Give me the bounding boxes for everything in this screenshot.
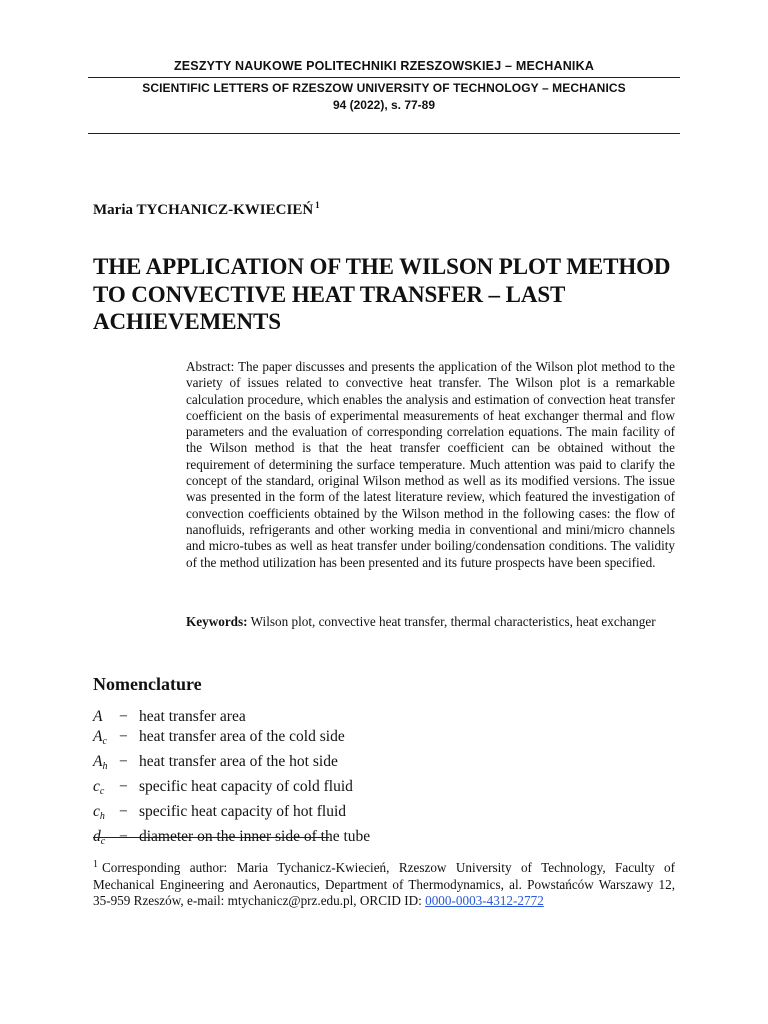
- symbol-base: c: [93, 803, 100, 820]
- symbol-subscript: c: [100, 836, 106, 847]
- author-line: [93, 200, 320, 219]
- nomenclature-heading: Nomenclature: [93, 674, 202, 694]
- symbol-base: c: [93, 778, 100, 795]
- paper-title: THE APPLICATION OF THE WILSON PLOT METHOD TO CONVECTIVE HEAT TRANSFER – LAST ACHIEVEMENTS: [93, 254, 671, 334]
- symbol-base: d: [93, 828, 101, 845]
- author-name: Maria TYCHANICZ-KWIECIEŃ: [93, 202, 314, 218]
- nomenclature-description: diameter on the inner side of the tube: [139, 828, 371, 845]
- journal-volume-pages: 94 (2022), s. 77-89: [332, 98, 436, 112]
- author-footnote-mark: 1: [315, 200, 320, 210]
- symbol-subscript: h: [102, 761, 108, 772]
- nomenclature-dash: −: [119, 803, 128, 820]
- nomenclature-dash: −: [119, 728, 128, 745]
- nomenclature-item: [93, 727, 593, 752]
- nomenclature-dash: −: [119, 753, 128, 770]
- nomenclature-item: [93, 707, 593, 727]
- abstract: Abstract: The paper discusses and presents the application of the Wilson plot method to the variety of issues related to convective heat transfer. The Wilson plot is a remarkable calculation procedure, which enables the analysis and estimation of convection heat transfer coefficient on the basis of experimental measurements of heat exchanger thermal and flow parameters and the evaluation of corresponding correlation equations. The main facility of the Wilson method is that the heat transfer coefficient can be obtained without the requirement of determining the surface temperature. Much attention was paid to clarify the concept of the standard, original Wilson method as well as its modified versions. The issue was presented in the form of the latest literature review, which featured the investigation of convection coefficients obtained by the Wilson method in the following cases: the flow of nanofluids, refrigerants and other working media in conventional and mini/micro channels and micro-tubes as well as heat transfer under boiling/condensation conditions. The validity of the method utilization has been presented and its future prospects have been specified.: [186, 359, 675, 570]
- header-rule-top: [88, 77, 680, 78]
- nomenclature-symbol: [93, 827, 119, 852]
- footnote-mark: 1: [93, 859, 98, 870]
- nomenclature-symbol: [93, 727, 119, 752]
- journal-name-polish: ZESZYTY NAUKOWE POLITECHNIKI RZESZOWSKIEJ – MECHANIKA: [173, 59, 595, 73]
- nomenclature-symbol: [93, 802, 119, 827]
- journal-name-english: SCIENTIFIC LETTERS OF RZESZOW UNIVERSITY OF TECHNOLOGY – MECHANICS: [142, 81, 626, 95]
- nomenclature-description: specific heat capacity of cold fluid: [139, 778, 353, 795]
- nomenclature-description: heat transfer area: [139, 708, 246, 725]
- symbol-base: A: [93, 708, 103, 725]
- nomenclature-symbol: [93, 752, 119, 777]
- nomenclature-dash: −: [119, 708, 128, 725]
- nomenclature-symbol: [93, 777, 119, 802]
- orcid-link[interactable]: 0000-0003-4312-2772: [425, 893, 544, 908]
- nomenclature-list: [93, 707, 593, 852]
- nomenclature-item: [93, 827, 593, 852]
- nomenclature-dash: −: [119, 828, 128, 845]
- nomenclature-symbol: [93, 707, 119, 727]
- symbol-base: A: [93, 728, 103, 745]
- nomenclature-dash: −: [119, 778, 128, 795]
- keywords-text: Wilson plot, convective heat transfer, thermal characteristics, heat exchanger: [250, 614, 656, 629]
- header-rule-bottom: [88, 133, 680, 134]
- footnote-text: Corresponding author: Maria Tychanicz-Kwiecień, Rzeszow University of Technology, Faculty of Mechanical Engineering and Aeronautics, Department of Thermodynamics, al. Powstańców Warszawy 12, 35-959 Rzeszów, e-mail: mtychanicz@prz.edu.pl, ORCID ID:: [93, 860, 675, 908]
- nomenclature-description: heat transfer area of the hot side: [139, 753, 338, 770]
- nomenclature-item: [93, 752, 593, 777]
- nomenclature-item: [93, 777, 593, 802]
- symbol-subscript: c: [99, 786, 105, 797]
- nomenclature-description: specific heat capacity of hot fluid: [139, 803, 347, 820]
- symbol-base: A: [93, 753, 103, 770]
- keywords-label: Keywords:: [186, 614, 248, 629]
- keywords: [186, 614, 675, 630]
- footnote-rule: [93, 837, 329, 838]
- symbol-subscript: h: [99, 811, 105, 822]
- symbol-subscript: c: [102, 736, 107, 747]
- footnote: [93, 857, 675, 910]
- nomenclature-item: [93, 802, 593, 827]
- nomenclature-description: heat transfer area of the cold side: [139, 728, 345, 745]
